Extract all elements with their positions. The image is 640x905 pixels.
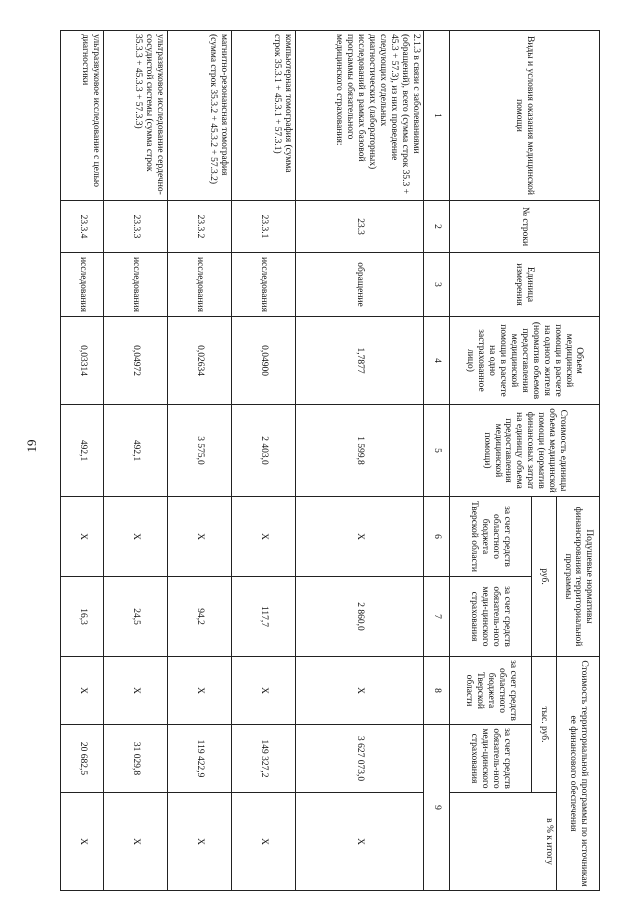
cell-cost-oms: 149 327,2 bbox=[232, 725, 296, 793]
col-number: 9 bbox=[423, 725, 449, 891]
cell-volume: 1,7877 bbox=[295, 317, 423, 405]
medical-care-table bbox=[60, 30, 600, 891]
header-kind: Виды и условия оказания медицинской помощи bbox=[449, 31, 599, 201]
cell-volume: 0,03314 bbox=[61, 317, 104, 405]
cell-cost-unit: 2 403,0 bbox=[232, 405, 296, 497]
cell-pc-oms: 2 860,0 bbox=[295, 577, 423, 657]
cell-pct: Х bbox=[295, 793, 423, 891]
cell-pct: Х bbox=[104, 793, 168, 891]
column-number-row bbox=[423, 31, 449, 891]
cell-pc-oms: 16,3 bbox=[61, 577, 104, 657]
col-number: 1 bbox=[423, 31, 449, 201]
cell-pc-budget: Х bbox=[168, 497, 232, 577]
header-cost-oms: за счет средств обязатель-ного меди-цинского страхования bbox=[449, 725, 531, 793]
table-row bbox=[104, 31, 168, 891]
cell-cost-budget: Х bbox=[232, 657, 296, 725]
cell-cost-budget: Х bbox=[104, 657, 168, 725]
table-row bbox=[168, 31, 232, 891]
cell-kind: компьютерная томография (сумма строк 35.3.1 + 45.3.1 + 57.3.1) bbox=[232, 31, 296, 201]
cell-cost-unit: 492,1 bbox=[61, 405, 104, 497]
cell-unit: исследования bbox=[232, 253, 296, 317]
cell-cost-unit: 492,1 bbox=[104, 405, 168, 497]
cell-pc-oms: 24,5 bbox=[104, 577, 168, 657]
header-unit-rub: руб. bbox=[531, 497, 556, 657]
table-row bbox=[232, 31, 296, 891]
header-per-capita-group: Подушевые нормативы финансирования территориальной программы bbox=[556, 497, 599, 657]
col-number: 8 bbox=[423, 657, 449, 725]
col-number: 5 bbox=[423, 405, 449, 497]
header-unit: Единица измерения bbox=[449, 253, 599, 317]
cell-row-no: 23.3.1 bbox=[232, 201, 296, 253]
cell-cost-budget: Х bbox=[295, 657, 423, 725]
cell-cost-budget: Х bbox=[61, 657, 104, 725]
cell-cost-oms: 3 627 073,0 bbox=[295, 725, 423, 793]
cell-row-no: 23.3.4 bbox=[61, 201, 104, 253]
cell-kind: 2.1.3 в связи с заболеваниями (обращений), всего (сумма строк 35.3 + 45.3 + 57.3), из них проведение следующих отдельных диагностических (лабораторных) исследований в рамках базовой программы обязательного медицинского страхования: bbox=[295, 31, 423, 201]
header-row-no: № строки bbox=[449, 201, 599, 253]
table-row bbox=[295, 31, 423, 891]
cell-pc-oms: 117,7 bbox=[232, 577, 296, 657]
header-pc-budget: за счет средств областного бюджета Тверской области bbox=[449, 497, 531, 577]
header-volume: Объем медицинской помощи в расчете на одного жителя (норматив объемов предоставления медицинской помощи в расчете на одно застрахованное лицо) bbox=[449, 317, 599, 405]
table-row bbox=[61, 31, 104, 891]
col-number: 3 bbox=[423, 253, 449, 317]
col-number: 2 bbox=[423, 201, 449, 253]
header-cost-unit: Стоимость единицы объема медицинской помощи (норматив финансовых затрат на единицу объема предоставления медицинской помощи) bbox=[449, 405, 599, 497]
cell-pct: Х bbox=[232, 793, 296, 891]
cell-row-no: 23.3 bbox=[295, 201, 423, 253]
cell-row-no: 23.3.2 bbox=[168, 201, 232, 253]
col-number: 4 bbox=[423, 317, 449, 405]
cell-cost-oms: 20 682,5 bbox=[61, 725, 104, 793]
cell-cost-oms: 31 029,8 bbox=[104, 725, 168, 793]
cell-pc-budget: Х bbox=[104, 497, 168, 577]
cell-pct: Х bbox=[168, 793, 232, 891]
header-pct-total: в % к итогу bbox=[449, 793, 556, 891]
cell-volume: 0,04900 bbox=[232, 317, 296, 405]
cell-kind: ультразвуковое исследование сердечно-сосудистой системы (сумма строк 35.3.3 + 45.3.3 + 57.3.3) bbox=[104, 31, 168, 201]
cell-kind: ультразвуковое исследование с целью диагностики bbox=[61, 31, 104, 201]
cell-pc-budget: Х bbox=[295, 497, 423, 577]
page-number: 19 bbox=[24, 439, 39, 453]
rotated-page-content bbox=[60, 30, 600, 890]
cell-cost-unit: 1 599,8 bbox=[295, 405, 423, 497]
cell-row-no: 23.3.3 bbox=[104, 201, 168, 253]
cell-cost-budget: Х bbox=[168, 657, 232, 725]
cell-unit: исследования bbox=[61, 253, 104, 317]
cell-cost-oms: 119 422,9 bbox=[168, 725, 232, 793]
cell-cost-unit: 3 575,0 bbox=[168, 405, 232, 497]
cell-pct: Х bbox=[61, 793, 104, 891]
cell-volume: 0,04972 bbox=[104, 317, 168, 405]
col-number: 7 bbox=[423, 577, 449, 657]
header-unit-thousand-rub: тыс. руб. bbox=[531, 657, 556, 793]
header-pc-oms: за счет средств обязатель-ного меди-цинского страхования bbox=[449, 577, 531, 657]
cell-pc-budget: Х bbox=[61, 497, 104, 577]
header-cost-group: Стоимость территориальной программы по источникам ее финансового обеспечения bbox=[556, 657, 599, 891]
cell-unit: исследования bbox=[168, 253, 232, 317]
cell-kind: магнитно-резонансная томография (сумма строк 35.3.2 + 45.3.2 + 57.3.2) bbox=[168, 31, 232, 201]
cell-unit: обращение bbox=[295, 253, 423, 317]
header-cost-budget: за счет средств областного бюджета Тверской области bbox=[449, 657, 531, 725]
cell-volume: 0,02634 bbox=[168, 317, 232, 405]
col-number: 6 bbox=[423, 497, 449, 577]
cell-pc-oms: 94,2 bbox=[168, 577, 232, 657]
cell-pc-budget: Х bbox=[232, 497, 296, 577]
cell-unit: исследования bbox=[104, 253, 168, 317]
